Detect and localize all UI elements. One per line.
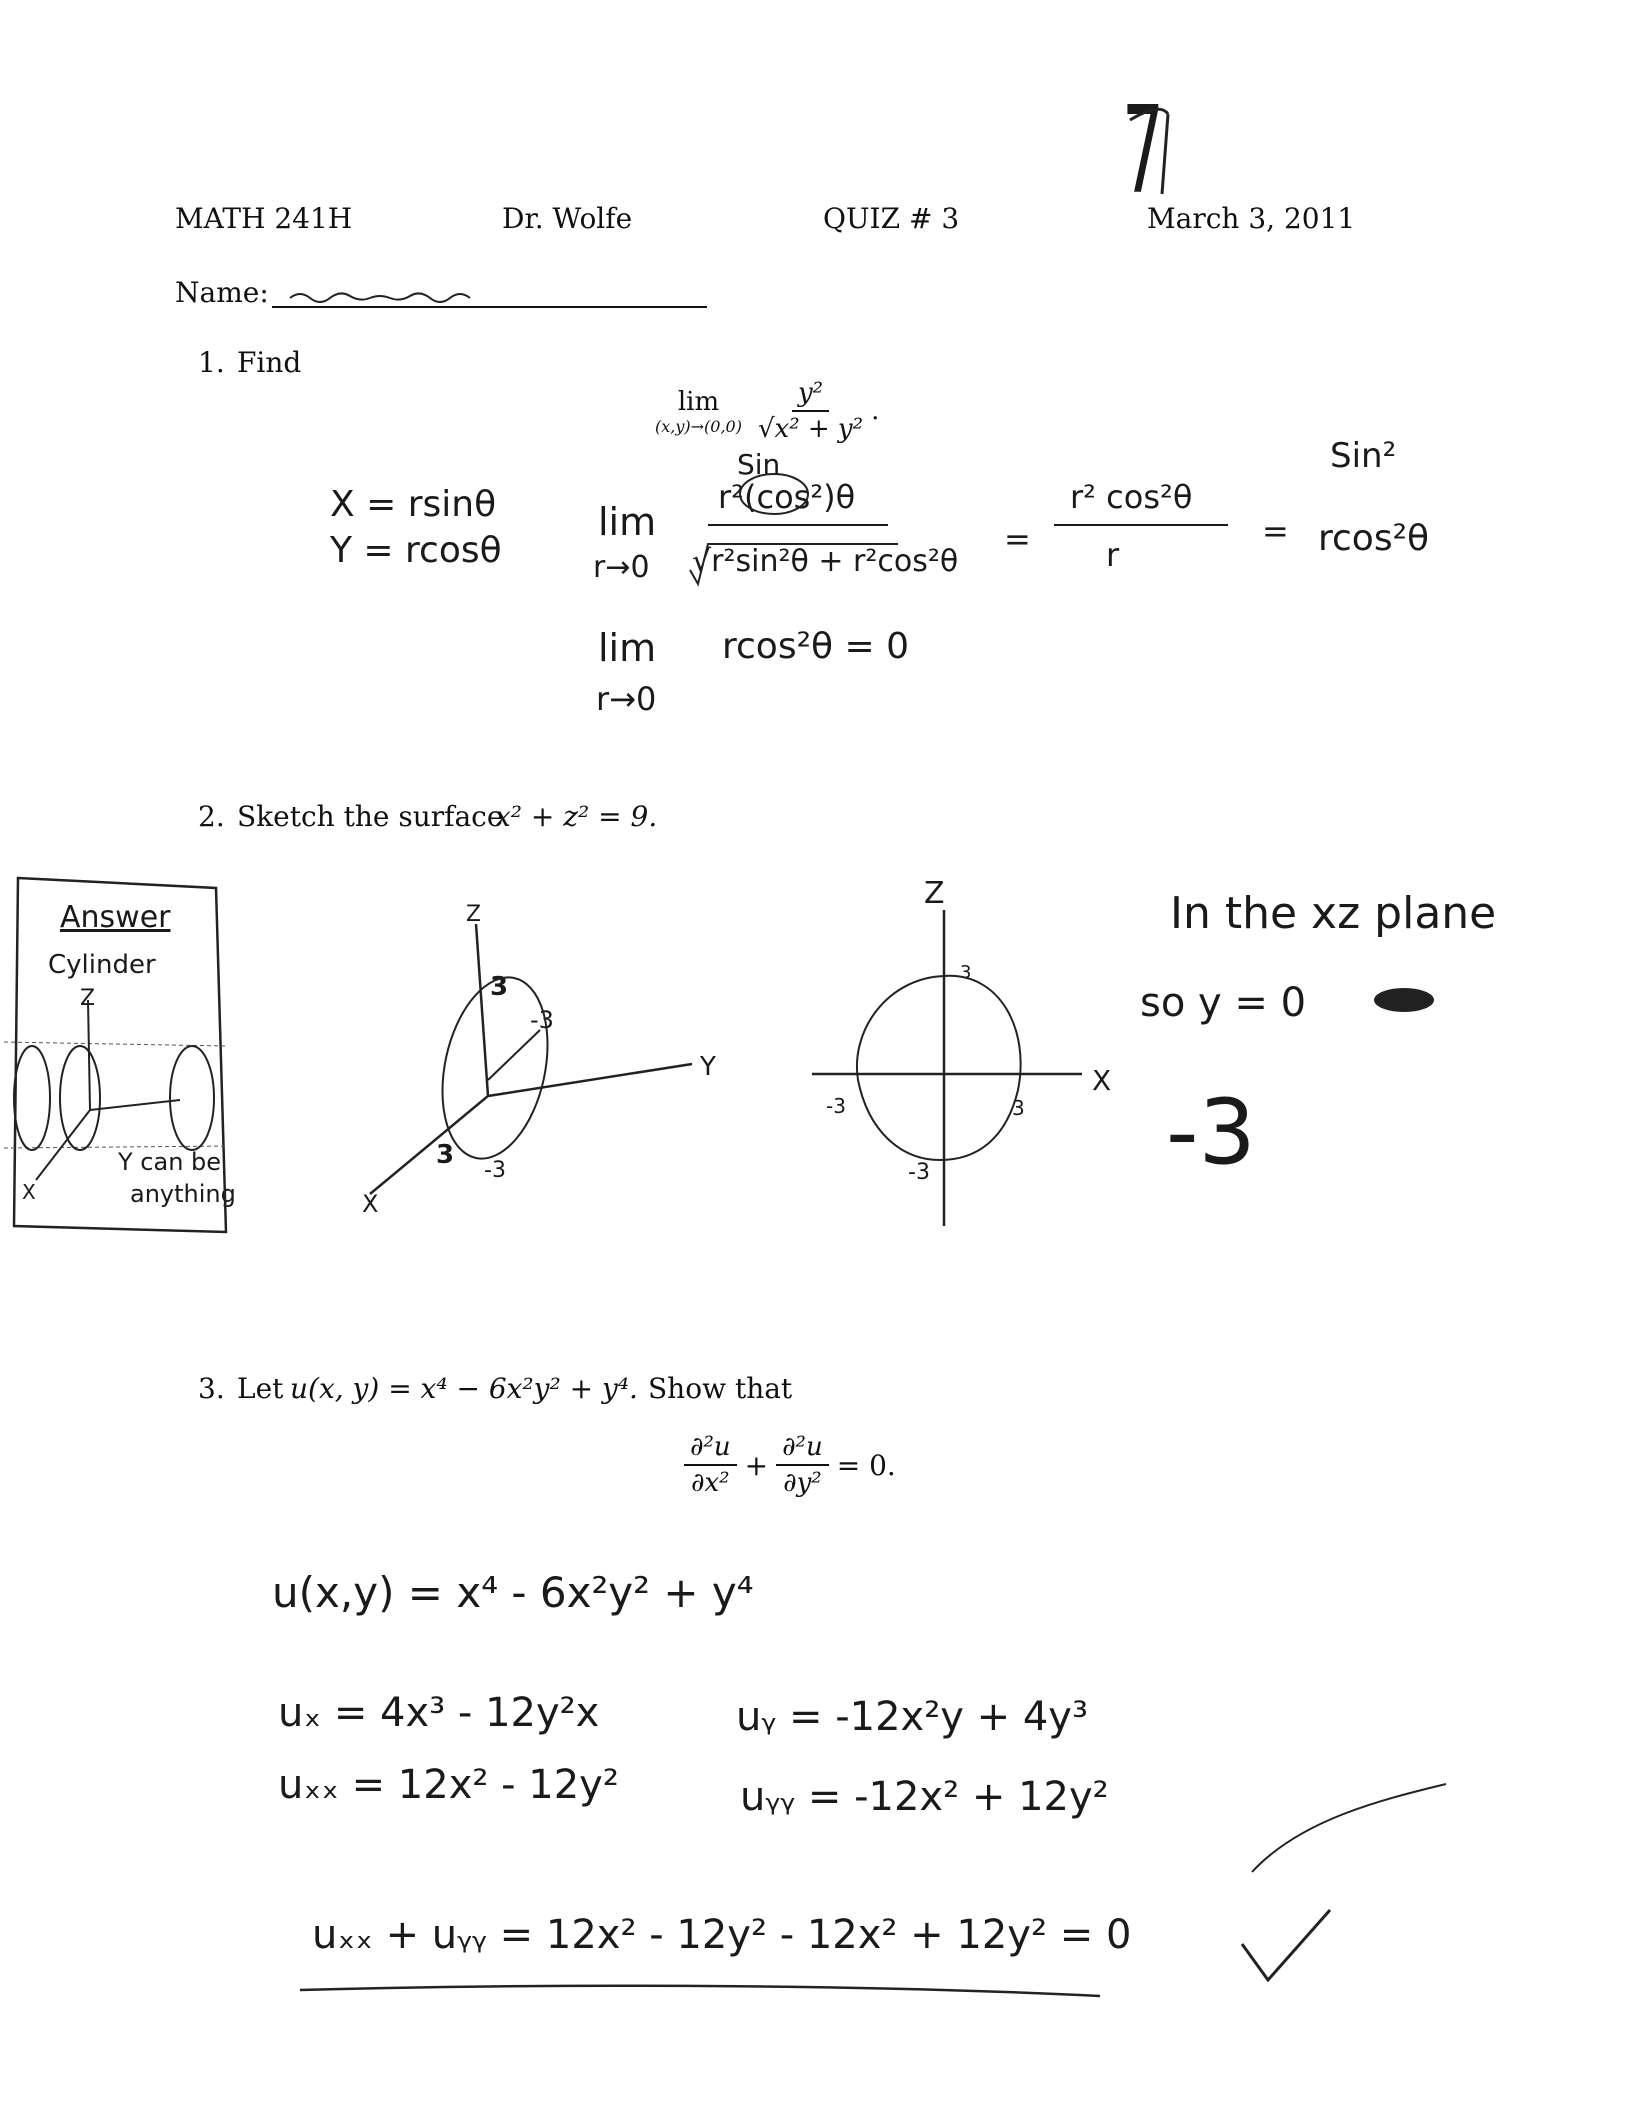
- quiz-number: QUIZ # 3: [823, 202, 960, 235]
- cylinder-ring-3: [170, 1046, 214, 1150]
- sketch2d-left-tick: -3: [826, 1094, 846, 1118]
- hand-sub-x: X = rsinθ: [330, 484, 497, 525]
- q2-number: 2.: [198, 800, 225, 833]
- hand-num: r²(cos²)θ: [718, 478, 856, 516]
- answer-box-x-label: X: [22, 1180, 36, 1204]
- q3-let: Let: [237, 1372, 284, 1405]
- hand-sub-y: Y = rcosθ: [330, 530, 502, 571]
- quiz-date: March 3, 2011: [1147, 202, 1356, 235]
- hand-uy: uᵧ = -12x²y + 4y³: [736, 1694, 1089, 1740]
- pde-num-1: ∂²u: [684, 1432, 737, 1466]
- course-title: MATH 241H: [175, 202, 353, 235]
- hand-rhs: rcos²θ: [1318, 518, 1430, 559]
- hand-lim-sub: r→0: [593, 550, 650, 585]
- sketch2d-circle: [857, 976, 1021, 1160]
- limit-numerator: y²: [792, 378, 829, 412]
- hand-sin2-note: Sin²: [1330, 436, 1397, 476]
- hand-uyy: uᵧᵧ = -12x² + 12y²: [740, 1774, 1109, 1820]
- sketch3d-z-label: Z: [466, 902, 482, 927]
- name-line: [272, 306, 707, 308]
- sketch3d-y-label: Y: [700, 1052, 716, 1082]
- answer-box-note1: Y can be: [118, 1148, 222, 1176]
- answer-box-note2: anything: [130, 1180, 236, 1208]
- q2-note-plane: In the xz plane: [1170, 888, 1497, 939]
- cylinder-ring-2: [60, 1046, 100, 1150]
- q3-number: 3.: [198, 1372, 225, 1405]
- sketch2d-top-tick: 3: [960, 962, 972, 983]
- pde-term-2: [776, 1432, 829, 1498]
- cylinder-ring-1: [14, 1046, 50, 1150]
- cylinder-edges: [4, 1042, 228, 1148]
- pde-plus: +: [744, 1448, 769, 1482]
- lim-subscript: (x,y)→(0,0): [655, 416, 742, 436]
- final-underline: [300, 1986, 1100, 1996]
- hand-ux: uₓ = 4x³ - 12y²x: [278, 1690, 600, 1736]
- answer-box-title: Answer: [60, 900, 171, 935]
- limit-denominator: √x² + y²: [757, 414, 864, 444]
- sketch2d-right-tick: 3: [1012, 1096, 1025, 1120]
- handwritten-score: 7: [1122, 82, 1164, 221]
- sketch2d-x-label: X: [1092, 1064, 1112, 1097]
- hand-eq2: =: [1262, 512, 1289, 550]
- limit-fraction: [752, 378, 869, 444]
- hand-lim2-sub: r→0: [596, 680, 657, 718]
- q3-pde: [684, 1432, 896, 1498]
- q2-note-minus3: -3: [1166, 1080, 1256, 1185]
- pde-num-2: ∂²u: [776, 1432, 829, 1466]
- hand-frac-bar-1: [708, 524, 888, 526]
- lim-word: lim: [677, 386, 720, 417]
- q1-number: 1.: [198, 346, 225, 379]
- hand-mid-num: r² cos²θ: [1070, 478, 1193, 516]
- answer-box-subtitle: Cylinder: [48, 950, 156, 980]
- q2-note-y0: so y = 0: [1140, 980, 1307, 1026]
- sketch3d-x-label: X: [362, 1190, 379, 1218]
- hand-den: √r²sin²θ + r²cos²θ: [692, 544, 959, 579]
- hand-uxx: uₓₓ = 12x² - 12y²: [278, 1762, 619, 1808]
- q1-limit-expression: lim (x,y)→(0,0) $\frac{\text{y²}}{\text{√x² + y²}}$ .: [655, 378, 880, 444]
- q3-u-definition: u(x, y) = x⁴ − 6x²y² + y⁴.: [290, 1372, 638, 1405]
- name-label: Name:: [175, 276, 269, 309]
- q1-prompt: Find: [237, 346, 302, 379]
- hand-frac-bar-2: [1054, 524, 1228, 526]
- grader-swoosh: [1252, 1784, 1446, 1872]
- sketch3d-tick-4: -3: [484, 1158, 506, 1183]
- sketch2d-bottom-tick: -3: [908, 1160, 930, 1185]
- answer-box-z-label: Z: [80, 986, 96, 1011]
- q2-prompt: Sketch the surface: [237, 800, 504, 833]
- sketch3d-axes: [370, 924, 692, 1194]
- hand-u-definition: u(x,y) = x⁴ - 6x²y² + y⁴: [272, 1568, 754, 1617]
- sketch3d-tick-1: 3: [490, 972, 509, 1002]
- hand-mid-den: r: [1106, 536, 1120, 574]
- check-mark: [1242, 1910, 1330, 1980]
- hand-sin-note: Sin: [737, 448, 781, 481]
- ink-blot: [1374, 988, 1434, 1012]
- instructor-name: Dr. Wolfe: [502, 202, 633, 235]
- hand-lim2-expr: rcos²θ = 0: [722, 626, 909, 667]
- hand-lim: lim: [598, 500, 657, 544]
- pde-den-1: ∂x²: [691, 1468, 730, 1498]
- sketch2d-z-label: Z: [924, 876, 945, 911]
- hand-lim2: lim: [598, 626, 657, 670]
- q2-equation: x² + z² = 9.: [495, 800, 658, 833]
- hand-eq1: =: [1004, 520, 1031, 558]
- sketch3d-radius: [488, 1030, 540, 1080]
- hand-final: uₓₓ + uᵧᵧ = 12x² - 12y² - 12x² + 12y² = 0: [312, 1912, 1132, 1958]
- sketch2d-axes: [812, 910, 1082, 1226]
- pde-term-1: [684, 1432, 737, 1498]
- sketch3d-tick-3: 3: [436, 1140, 455, 1170]
- sketch3d-tick-2: -3: [530, 1006, 554, 1034]
- q3-show-that: Show that: [648, 1372, 793, 1405]
- pde-rhs: = 0.: [836, 1448, 896, 1482]
- pde-den-2: ∂y²: [783, 1468, 822, 1498]
- name-scribble: [290, 293, 470, 302]
